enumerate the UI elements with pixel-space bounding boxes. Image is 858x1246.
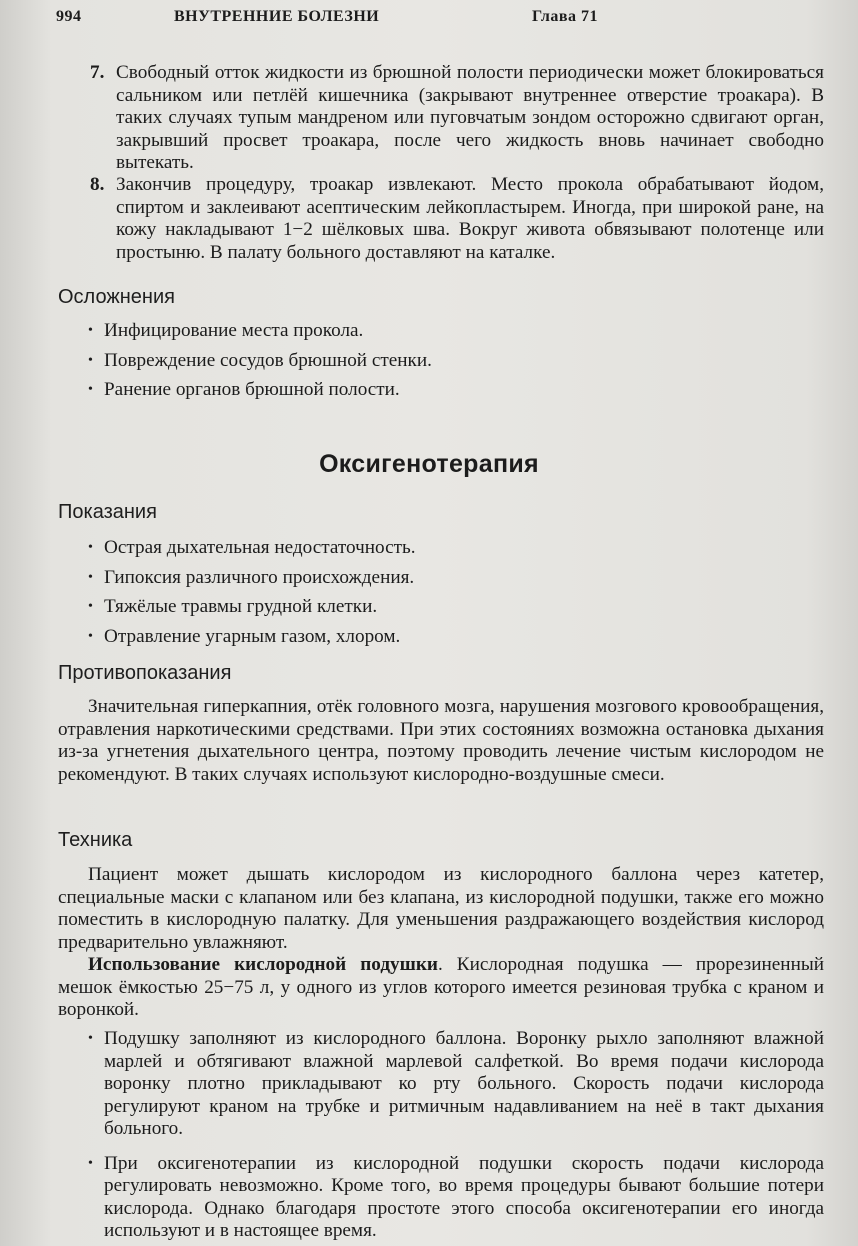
complications-heading: Осложнения — [58, 286, 175, 308]
list-item: • Инфицирование места прокола. — [88, 320, 364, 341]
step-text: Свободный отток жидкости из брюшной полости периодически может блокироваться сальником или петлёй кишечника (закрывают внутреннее отверстие троакара). В таких случаях тупым мандреном или пуговчатым зондом осторожно сдвигают орган, закрывший просвет троакара, после чего жидкость вновь начинает свободно вытекать. — [116, 62, 824, 173]
list-item: • Острая дыхательная недостаточность. — [88, 537, 416, 558]
step-text: Закончив процедуру, троакар извлекают. Место прокола обрабатывают йодом, спиртом и заклеивают асептическим лейкопластырем. Иногда, при широкой ране, на кожу накладывают 1−2 шёлковых шва. Вокруг живота обвязывают полотенце или простыню. В палату больного доставляют на каталке. — [116, 174, 824, 263]
page-number: 994 — [56, 8, 82, 25]
list-item: • При оксигенотерапии из кислородной подушки скорость подачи кислорода регулировать невозможно. Кроме того, во время процедуры бывают большие потери кислорода. Однако благодаря простоте этого способа оксигенотерапии его иногда используют и в настоящее время. — [88, 1152, 824, 1241]
technique-heading: Техника — [58, 829, 133, 851]
list-item: • Повреждение сосудов брюшной стенки. — [88, 349, 432, 371]
list-item: • Ранение органов брюшной полости. — [88, 379, 400, 400]
oxygen-pillow-term: Использование кислородной подушки — [88, 954, 438, 975]
chapter-label: Глава 71 — [532, 8, 598, 25]
list-item: • Тяжёлые травмы грудной клетки. — [88, 596, 378, 617]
list-item: • Отравление угарным газом, хлором. — [88, 625, 401, 647]
list-item: • Гипоксия различного происхождения. — [88, 566, 415, 588]
step-number: 8. — [90, 174, 105, 195]
contraindications-text: Значительная гиперкапния, отёк головного мозга, нарушения мозгового кровообращения, отравления наркотическими средствами. При этих состояниях возможна остановка дыхания из-за угнетения дыхательного центра, поэтому проводить лечение чистым кислородом не рекомендуют. В таких случаях используют кислородно-воздушные смеси. — [58, 696, 824, 785]
section-title: Оксигенотерапия — [319, 450, 539, 478]
oxygen-pillow-text: . Кислородная подушка — прорезиненный мешок ёмкостью 25−75 л, у одного из углов которого имеется резиновая трубка с краном и воронкой. — [58, 954, 824, 1020]
step-8 — [90, 174, 824, 264]
oxygen-pillow-paragraph — [58, 954, 824, 1022]
step-number: 7. — [90, 62, 105, 83]
technique-list — [88, 1028, 824, 1243]
list-item: • Подушку заполняют из кислородного баллона. Воронку рыхло заполняют влажной марлей и обтягивают влажной марлевой салфеткой. Во время подачи кислорода воронку плотно прикладывают ко рту больного. Скорость подачи кислорода регулируют краном на трубке и ритмичным надавливанием на неё в такт дыхания больного. — [88, 1028, 824, 1139]
indications-list — [88, 537, 824, 648]
page-header — [56, 8, 816, 32]
indications-heading: Показания — [58, 501, 157, 523]
contraindications-heading: Противопоказания — [58, 662, 232, 684]
book-title: ВНУТРЕННИЕ БОЛЕЗНИ — [174, 8, 380, 25]
step-7 — [90, 62, 824, 175]
technique-intro: Пациент может дышать кислородом из кислородного баллона через катетер, специальные маски с клапаном или без клапана, из кислородной подушки, также его можно поместить в кислородную палатку. Для уменьшения раздражающего воздействия кислород предварительно увлажняют. — [58, 864, 824, 953]
complications-list — [88, 320, 824, 402]
